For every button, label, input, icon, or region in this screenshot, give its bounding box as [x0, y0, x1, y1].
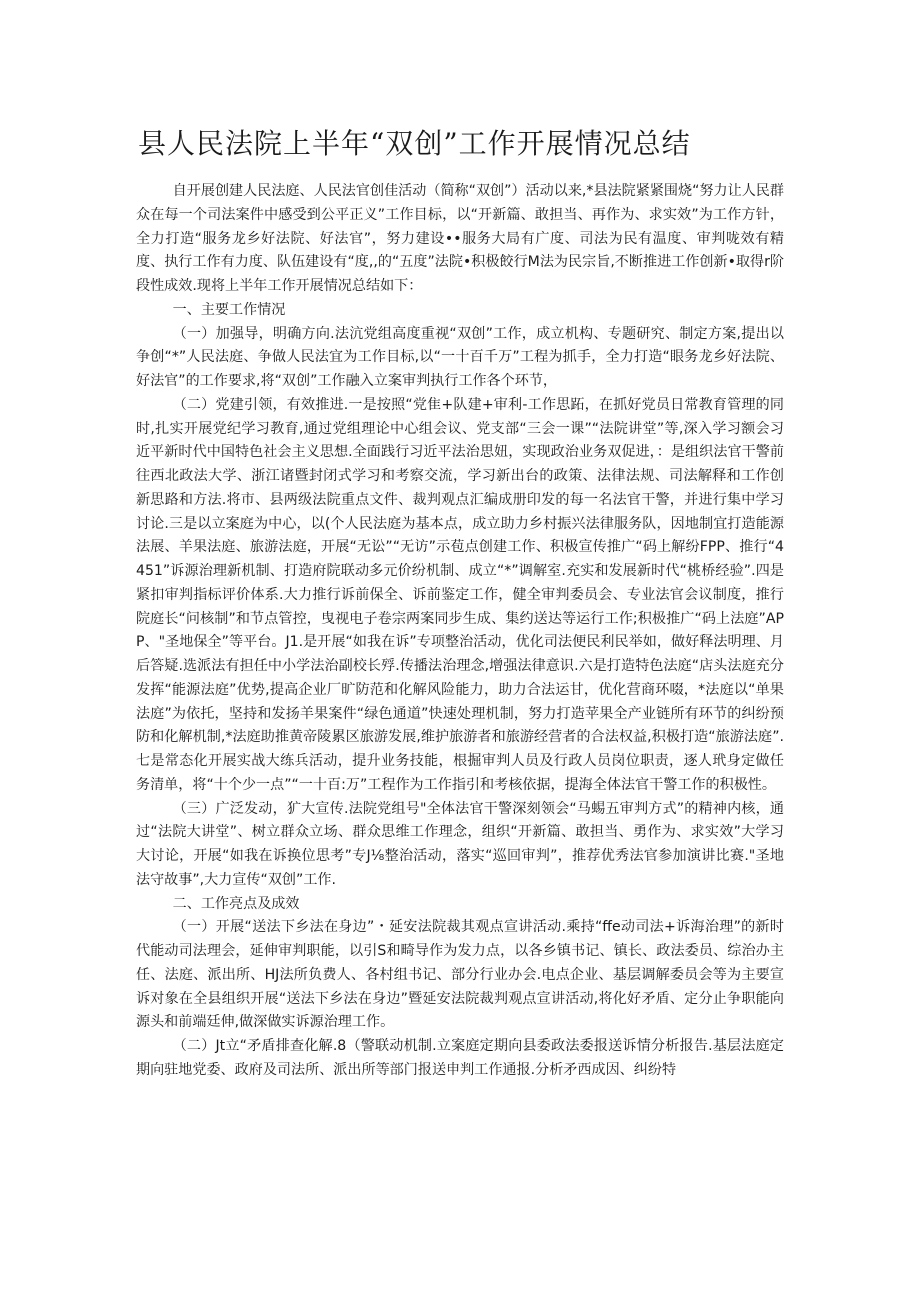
section-heading-highlights: 二、工作亮点及成效: [172, 895, 300, 912]
body-paragraph: （一）开展“送法下乡法在身边”・延安法院裁其观点宣讲活动.乘持“ffe动司法+诉海治理”的新时代能动司法理会，延伸审判职能，以引S和畸导作为发力点，以各乡镇书记、镇长、政法委员、综治办主任、法庭、派出所、HJ法所负费人、各村组书记、部分行业办会.电点企业、基层调解委员会等为主要宣诉对象在全县组织开展“送法下乡法在身边”暨延安法院裁判观点宣讲活动,将化好矛盾、定分止争职能向源头和前端廷伸,做深做实诉源治理工作。: [136, 919, 784, 1031]
document-body: [136, 180, 784, 1083]
body-paragraph: （二）Jt立“矛盾排查化解.8（警联动机制.立案庭定期向县委政法委报送诉情分析报告.基层法庭定期向驻地党委、政府及司法所、派出所等部门报送申判工作通报.分析矛西成因、纠纷特: [136, 1038, 784, 1078]
body-paragraph: （二）党建引领，有效推进.一是按照“党隹+队建+审利-工作思跖，在抓好党员日常教育管理的同时,扎实开展党纪学习教育,通过党组理论中心组会议、党支部“三会一课”“法院讲堂”等,深入学习额会习近平新时代中国特色社会主义思想.全面践行习近平法治思妞，实现政治业务双促进，：是组织法官干警前往西北政法大学、浙江诸暨封闭式学习和考察交流，学习新出台的政策、法律法规、司法解释和工作创新思路和方法.将市、县两级法院重点文件、裁判观点汇编成册印发的每一名法官干警，并进行集中学习讨论.三是以立案庭为中心，以(个人民法庭为基本点，成立助力乡村振兴法律服务队，因地制宜打造能源法展、羊果法庭、旅游法庭，开展“无讼”“无访”示苞点创建工作、积极宣传推广“码上解纷FPP、推行“4451”诉源治理新机制、打造府院联动多元价纷机制、成立“*”调解室.充实和发展新时代“桃桥经验”.四是紧扣审判指标评价体系.大力推行诉前保全、诉前鉴定工作，健全审判委员会、专业法官会议制度，推行院庭长“问核制”和节点管控，曳视电子卷宗两案同步生成、集约送达等运行工作;积极推广“码上法庭”APP、"圣地保全”等平台。J1.是开展“如我在诉”专项整治活动，优化司法便民利民举如，做好释法明理、月后答疑.选派法有担任中小学法治副校长殍.传播法治理念,增强法律意识.六是打造特色法庭“店头法庭充分发挥“能源法庭”优势,提高企业厂旷防范和化解风险能力，助力合法运甘，优化营商环啜，*法庭以“单果法庭”为依托，坚持和发扬羊果案件“绿色通道”快速处理机制，努力打造苹果全产业链所有环节的纠纷预防和化解机制,*法庭助推黄帝陵累区旅游发展,维护旅游者和旅游经营者的合法权益,积极打造“旅游法庭”.七是常态化开展实战大练兵活动，提升业务技能，根掘审判人员及行政人员岗位职责，逐人玳身定做任务清单，将“十个少一点”“一十百:万”工程作为工作指引和考核依据，提海全体法官干警工作的积极性。: [136, 396, 784, 793]
document-title: 县人民法院上半年“双创”工作开展情况总结: [138, 127, 691, 160]
body-paragraph: （三）广泛发动，犷大宣传.法院党组号"全体法官干警深刻领会“马蜴五审判方式”的精神内核，通过“法院大讲堂”、树立群众立场、群众思维工作理念，组织“开新篇、敢担当、勇作为、求实效”大学习大讨论，开展“如我在诉换位思考”专J⅛整治活动，落实“巡回审判”，推荐优秀法官参加演讲比赛."圣地法守故事”,大力宣传“双创”工作.: [136, 800, 784, 888]
body-paragraph: （一）加强导，明确方向.法沆党组高度重视“双创”工作，成立机构、专题研究、制定方案,提出以争创“*”人民法庭、争做人民法宜为工作目标,以“一十百千万”工程为抓手，全力打造“眼务龙乡好法院、好法官”的工作要求,将“双创”工作融入立案审判执行工作各个环节，: [136, 325, 784, 389]
section-heading-main-work: 一、主要工作情况: [172, 301, 286, 318]
intro-paragraph: 自开展创建人民法庭、人民法官创佳活动（简称“双创”）活动以来,*县法院紧紧围烧“努力让人民群众在每一个司法案件中感受到公平正义”工作目标，以“开新篇、敢担当、再作为、求实效”为工作方针，全力打造“服务龙乡好法院、好法官”，努力建设••服务大局有广度、司法为民有温度、审判咙效有精度、执行工作有力度、队伍建设有“度,,的“五度”法院•积极餃行M法为民宗旨,不断推进工作创新•取得r阶段性成效.现将上半年工作开展情况总结如下：: [136, 183, 784, 294]
